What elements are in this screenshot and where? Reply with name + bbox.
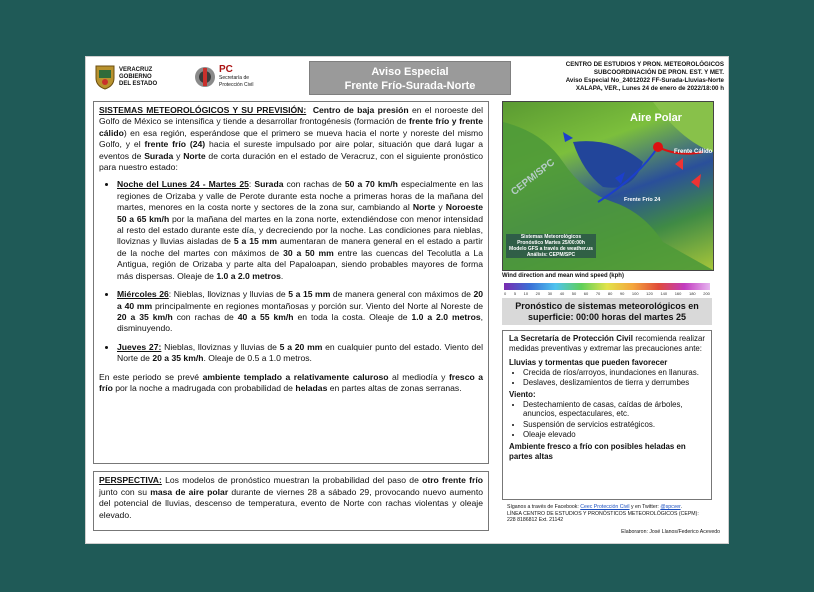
wind-tick: 140 <box>660 291 668 296</box>
linea-cepm: LÍNEA CENTRO DE ESTUDIOS Y PRONÓSTICOS METEOROLÓGICOS (CEPM): <box>507 510 699 517</box>
wind-tick: 50 <box>571 291 577 296</box>
txt: : Nieblas, lloviznas y lluvias de <box>168 289 289 300</box>
centro-line: SUBCOORDINACIÓN DE PRON. EST. Y MET. <box>593 69 724 76</box>
telefono: 228 8186812 Ext. 21142 <box>507 517 564 524</box>
wind-tick: 70 <box>595 291 601 296</box>
txt: entre las cuencas del Tecolutla a La Antigua, región de Orizaba y parte alta del Papaloapan, siendo probables mayores de forma más dispersas. Oleaje de <box>117 247 483 281</box>
pc-logo <box>194 61 253 93</box>
wind-tick: 30 <box>547 291 553 296</box>
txt: fresco a frío <box>99 371 484 393</box>
wind-tick: 200 <box>703 291 710 296</box>
txt: . <box>280 270 284 281</box>
txt: La Secretaría de Protección Civil <box>509 334 633 343</box>
txt: y <box>173 150 184 161</box>
sistemas-heading: SISTEMAS METEOROLÓGICOS Y SU PREVISIÓN: <box>99 105 307 115</box>
txt: 5 a 20 mm <box>279 341 323 352</box>
sistemas-intro <box>99 105 483 173</box>
wind-tick: 5 <box>513 291 517 296</box>
wind-tick: 100 <box>631 291 639 296</box>
pronostico-heading: Miércoles 26 <box>117 289 169 300</box>
txt: 1.0 a 2.0 metros <box>411 311 481 322</box>
elaboraron: Elaboraron: José Llanos/Federico Acevedo <box>621 529 720 535</box>
perspectiva-heading: PERSPECTIVA: <box>99 475 162 485</box>
periodo-paragraph <box>99 372 483 395</box>
txt: : <box>248 179 255 190</box>
txt: frente frío y frente cálido <box>99 116 483 138</box>
txt: hacia el sureste impulsado por aire polar, situación que dará lugar a eventos de <box>99 139 484 161</box>
txt: masa de aire polar <box>150 486 229 497</box>
wind-tick: 80 <box>607 291 613 296</box>
txt: Surada <box>144 150 174 161</box>
txt: 5 a 15 mm <box>233 236 278 247</box>
rec-intro <box>509 334 705 353</box>
map-label-frente-calido: Frente Cálido <box>674 149 713 155</box>
wind-tick: 0 <box>504 291 507 296</box>
txt: en partes altas de zonas serranas. <box>327 382 462 393</box>
pronostico-item <box>117 342 483 365</box>
map-label-frente-frio: Frente Frío 24 <box>624 197 661 203</box>
txt: 20 a 40 mm <box>117 289 483 311</box>
wind-scale-ticks <box>504 291 710 296</box>
logo-line: Secretaría de <box>219 75 250 81</box>
map-info-line: Análisis: CEPM/SPC <box>526 252 576 258</box>
txt: principalmente en regiones montañosas y porción sur. Viento del Norte al Noreste de <box>152 300 483 311</box>
list-item: • Crecida de ríos/arroyos, inundaciones en llanuras. <box>523 368 705 378</box>
txt: por la mañana del martes en la zona norte, extendiéndose con menor intensidad al resto del estado durante este día, y decreciendo por la noche. Las condiciones para nieblas, lloviznas y lluvias aisladas de <box>117 213 483 247</box>
txt: Norte <box>412 202 436 213</box>
txt: 20 a 35 km/h <box>117 311 173 322</box>
forecast-map <box>502 101 714 271</box>
viento-title: Viento: <box>509 389 536 399</box>
txt: otro frente frío <box>422 475 484 485</box>
pc-logo-text <box>219 65 253 89</box>
txt: con rachas de <box>172 311 238 322</box>
txt: aumentaran de manera general en el estado a partir de la noche del martes con máximos de <box>117 236 483 258</box>
txt: 1.0 a 2.0 metros <box>216 270 281 281</box>
txt: especialmente en las regiones de Orizaba y valle de Perote durante esta noche a primeras horas de la mañana del martes, menores en la costa norte y sectores de la zona sur, cambiando al <box>117 179 484 213</box>
aviso-banner <box>309 61 511 95</box>
veracruz-logo <box>94 61 157 93</box>
list-item: • Suspensión de servicios estratégicos. <box>523 420 705 430</box>
wind-tick: 40 <box>559 291 565 296</box>
logo-line: GOBIERNO <box>119 73 152 80</box>
pronostico-item <box>117 289 483 335</box>
map-caption: Pronóstico de sistemas meteorológicos en superficie: 00:00 horas del martes 25 <box>502 298 712 325</box>
txt: Norte <box>183 150 206 161</box>
txt: ambiente templado a relativamente caluroso <box>202 371 389 382</box>
perspectiva-box <box>93 471 489 531</box>
facebook-link[interactable]: Ceec Protección Civil <box>580 504 630 510</box>
ambiente-note: Ambiente fresco a frío con posibles heladas en partes altas <box>509 441 686 461</box>
txt: . Oleaje de 0.5 a 1.0 metros. <box>203 353 312 364</box>
sistemas-box <box>93 101 489 464</box>
wind-tick: 160 <box>674 291 682 296</box>
aviso-title: Aviso Especial <box>371 66 449 78</box>
lluvias-list <box>509 368 705 388</box>
twitter-link[interactable]: @spcver <box>660 504 681 510</box>
list-item: • Destechamiento de casas, caídas de árboles, anuncios, espectaculares, etc. <box>523 400 705 419</box>
centro-line: XALAPA, VER., Lunes 24 de enero de 2022/18:00 h <box>575 85 724 92</box>
txt: recomienda realizar medidas preventivas y extremar las precauciones ante: <box>509 334 705 353</box>
logo-line: Protección Civil <box>219 82 254 88</box>
txt: Centro de baja presión <box>312 105 409 115</box>
lluvias-title: Lluvias y tormentas que pueden favorecer <box>509 358 668 368</box>
map-info-line: Modelo GFS a través de weather.us <box>509 246 593 252</box>
txt: 50 a 70 km/h <box>344 179 398 190</box>
list-item: • Oleaje elevado <box>523 430 705 440</box>
txt: 20 a 35 km/h <box>152 353 204 364</box>
txt: junto con su <box>99 486 151 497</box>
pronostico-heading: Jueves 27: <box>117 341 162 352</box>
txt: Surada <box>254 179 284 190</box>
pronostico-item <box>117 179 483 282</box>
logo-line: VERACRUZ <box>119 66 153 73</box>
map-info-line: Pronóstico Martes 25/00:00h <box>517 240 585 246</box>
social-line <box>507 504 713 511</box>
txt: Noroeste 50 a 65 km/h <box>117 202 483 224</box>
map-watermark: CEPM/SPC <box>509 157 558 198</box>
txt: , disminuyendo. <box>117 311 483 334</box>
txt: durante de viernes 28 a sábado 29, provocando nuevo aumento del potencial de lluvias, descenso de temperatura, evento de Norte con rachas violentas y oleaje elevado. <box>99 486 483 520</box>
recomendaciones-box <box>502 330 712 500</box>
wind-tick: 20 <box>535 291 541 296</box>
centro-line: CENTRO DE ESTUDIOS Y PRON. METEOROLÓGICOS <box>565 61 724 68</box>
pronostico-heading: Noche del Lunes 24 - Martes 25 <box>117 179 249 190</box>
txt: 40 a 55 km/h <box>237 311 294 322</box>
map-label-aire-polar: Aire Polar <box>630 112 682 124</box>
wind-scale-bar <box>504 283 710 290</box>
txt: 30 a 50 mm <box>283 247 334 258</box>
map-info-line: Sistemas Meteorológicos <box>520 234 582 240</box>
pc-crest-icon <box>194 64 216 90</box>
txt: frente frío (24) <box>144 139 206 150</box>
txt: Síganos a través de Facebook: <box>507 504 581 510</box>
txt: de manera general con máximos de <box>330 289 474 300</box>
txt: y <box>435 202 446 213</box>
txt: en el noroeste del Golfo de México se intensifica y tiende a desarrollar frontogénesis (formación de <box>99 105 483 127</box>
txt: en cualquier punto del estado. Viento del Norte de <box>117 341 483 364</box>
veracruz-logo-text <box>119 67 157 88</box>
txt: de corta duración en el estado de Veracruz, con el siguiente pronóstico para nuestro estado: <box>99 150 483 173</box>
wind-scale-label: Wind direction and mean wind speed (kph) <box>502 273 624 279</box>
wind-tick: 90 <box>619 291 625 296</box>
txt: en toda la costa. Oleaje de <box>293 311 412 322</box>
txt: y en Twitter: <box>629 504 661 510</box>
list-item: • Deslaves, deslizamientos de tierra y derrumbes <box>523 378 705 388</box>
wind-tick: 10 <box>523 291 529 296</box>
centro-line: Aviso Especial No_24012022 FF-Surada-Lluvias-Norte <box>565 77 724 84</box>
viento-list <box>509 400 705 440</box>
veracruz-crest-icon <box>94 64 116 90</box>
bulletin-page <box>85 56 729 544</box>
txt: por la noche a madrugada con probabilidad de <box>112 382 296 393</box>
pronostico-list <box>99 179 483 364</box>
txt: 5 a 15 mm <box>288 289 331 300</box>
centro-info <box>518 61 724 93</box>
header <box>86 57 728 97</box>
wind-tick: 120 <box>646 291 653 296</box>
wind-tick: 60 <box>583 291 589 296</box>
logo-line: DEL ESTADO <box>119 80 158 87</box>
txt: Nieblas, lloviznas y lluvias de <box>161 341 280 352</box>
aviso-subtitle: Frente Frío-Surada-Norte <box>344 80 476 92</box>
logo-line: PC <box>219 64 233 75</box>
wind-tick: 180 <box>688 291 696 296</box>
footer-contact <box>507 504 713 524</box>
txt: heladas <box>295 382 328 393</box>
map-info-box <box>506 234 596 258</box>
txt: al mediodía y <box>388 371 449 382</box>
txt: con rachas de <box>283 179 345 190</box>
txt: ) en esa región, esperándose que el primero se mueva hacia el norte y noreste del mismo Golfo, y el <box>99 127 483 150</box>
txt: Los modelos de pronóstico muestran la probabilidad del paso de <box>161 475 423 485</box>
txt: . <box>680 504 683 510</box>
txt: En este periodo se prevé <box>99 371 203 382</box>
